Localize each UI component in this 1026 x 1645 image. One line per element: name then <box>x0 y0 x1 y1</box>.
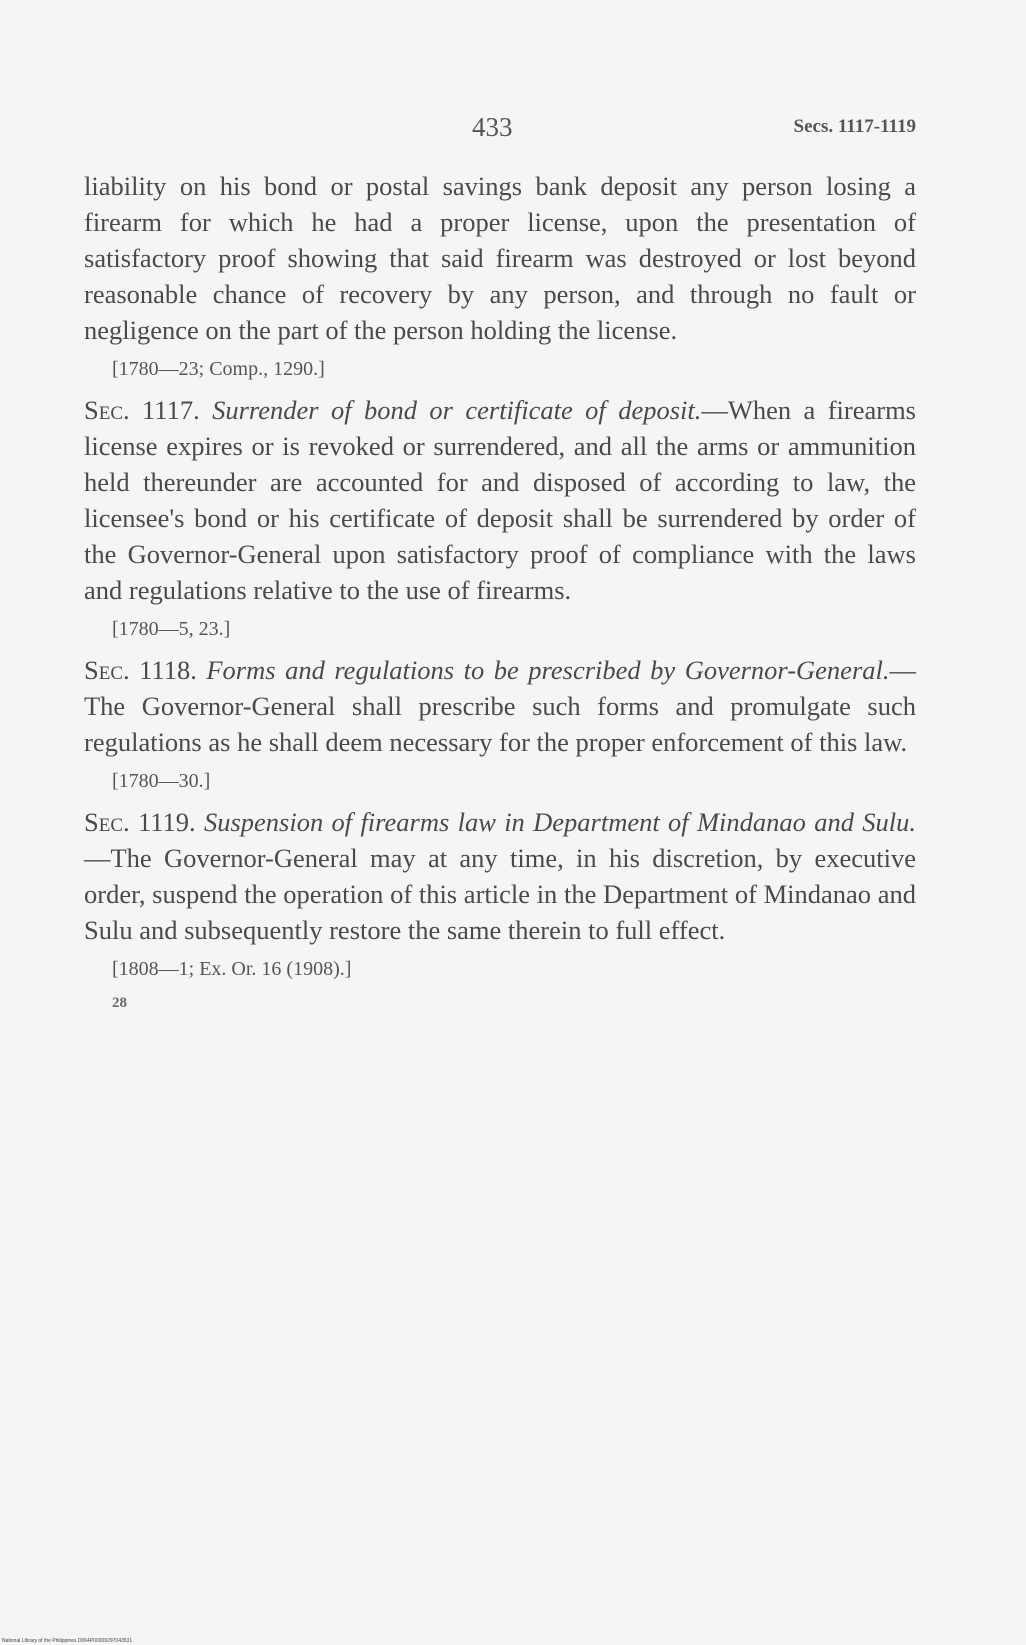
section-1117 <box>84 392 916 608</box>
section-label: Sec. 1118. <box>84 655 197 685</box>
body-text <box>84 168 916 1014</box>
section-text: —The Governor-General shall prescribe such forms and promulgate such regulations as he shall deem necessary for the proper enforcement of this law. <box>84 655 916 757</box>
page-header <box>84 112 916 152</box>
scan-credit: National Library of the Philippines D064P00009297043531 <box>2 1638 133 1644</box>
section-citation: [1780—5, 23.] <box>112 618 231 640</box>
section-label: Sec. 1119. <box>84 807 196 837</box>
section-text: —The Governor-General may at any time, in his discretion, by executive order, suspend the operation of this article in the Department of Mindanao and Sulu and subsequently restore the same therein to full effect. <box>84 843 916 945</box>
section-text: —When a firearms license expires or is revoked or surrendered, and all the arms or ammunition held thereunder are accounted for and disposed of according to law, the licensee's bond or his certificate of deposit shall be surrendered by order of the Governor-General upon satisfactory proof of compliance with the laws and regulations relative to the use of firearms. <box>84 395 916 605</box>
intro-citation: [1780—23; Comp., 1290.] <box>112 358 325 380</box>
section-title: Surrender of bond or certificate of deposit. <box>212 395 702 425</box>
section-1118 <box>84 652 916 760</box>
section-label: Sec. 1117. <box>84 395 200 425</box>
section-title: Suspension of firearms law in Department of Mindanao and Sulu. <box>203 807 917 837</box>
section-title: Forms and regulations to be prescribed by Governor-General. <box>206 655 890 685</box>
signature-mark: 28 <box>112 995 127 1011</box>
section-citation: [1780—30.] <box>112 770 211 792</box>
intro-paragraph: liability on his bond or postal savings bank deposit any person losing a firearm for which he had a proper license, upon the presentation of satisfactory proof showing that said firearm was destroyed or lost beyond reasonable chance of recovery by any person, and through no fault or negligence on the part of the person holding the license. <box>84 171 916 345</box>
section-1119 <box>84 804 916 948</box>
page-number: 433 <box>472 112 513 142</box>
running-head: Secs. 1117-1119 <box>793 116 916 137</box>
section-citation: [1808—1; Ex. Or. 16 (1908).] <box>112 958 352 980</box>
